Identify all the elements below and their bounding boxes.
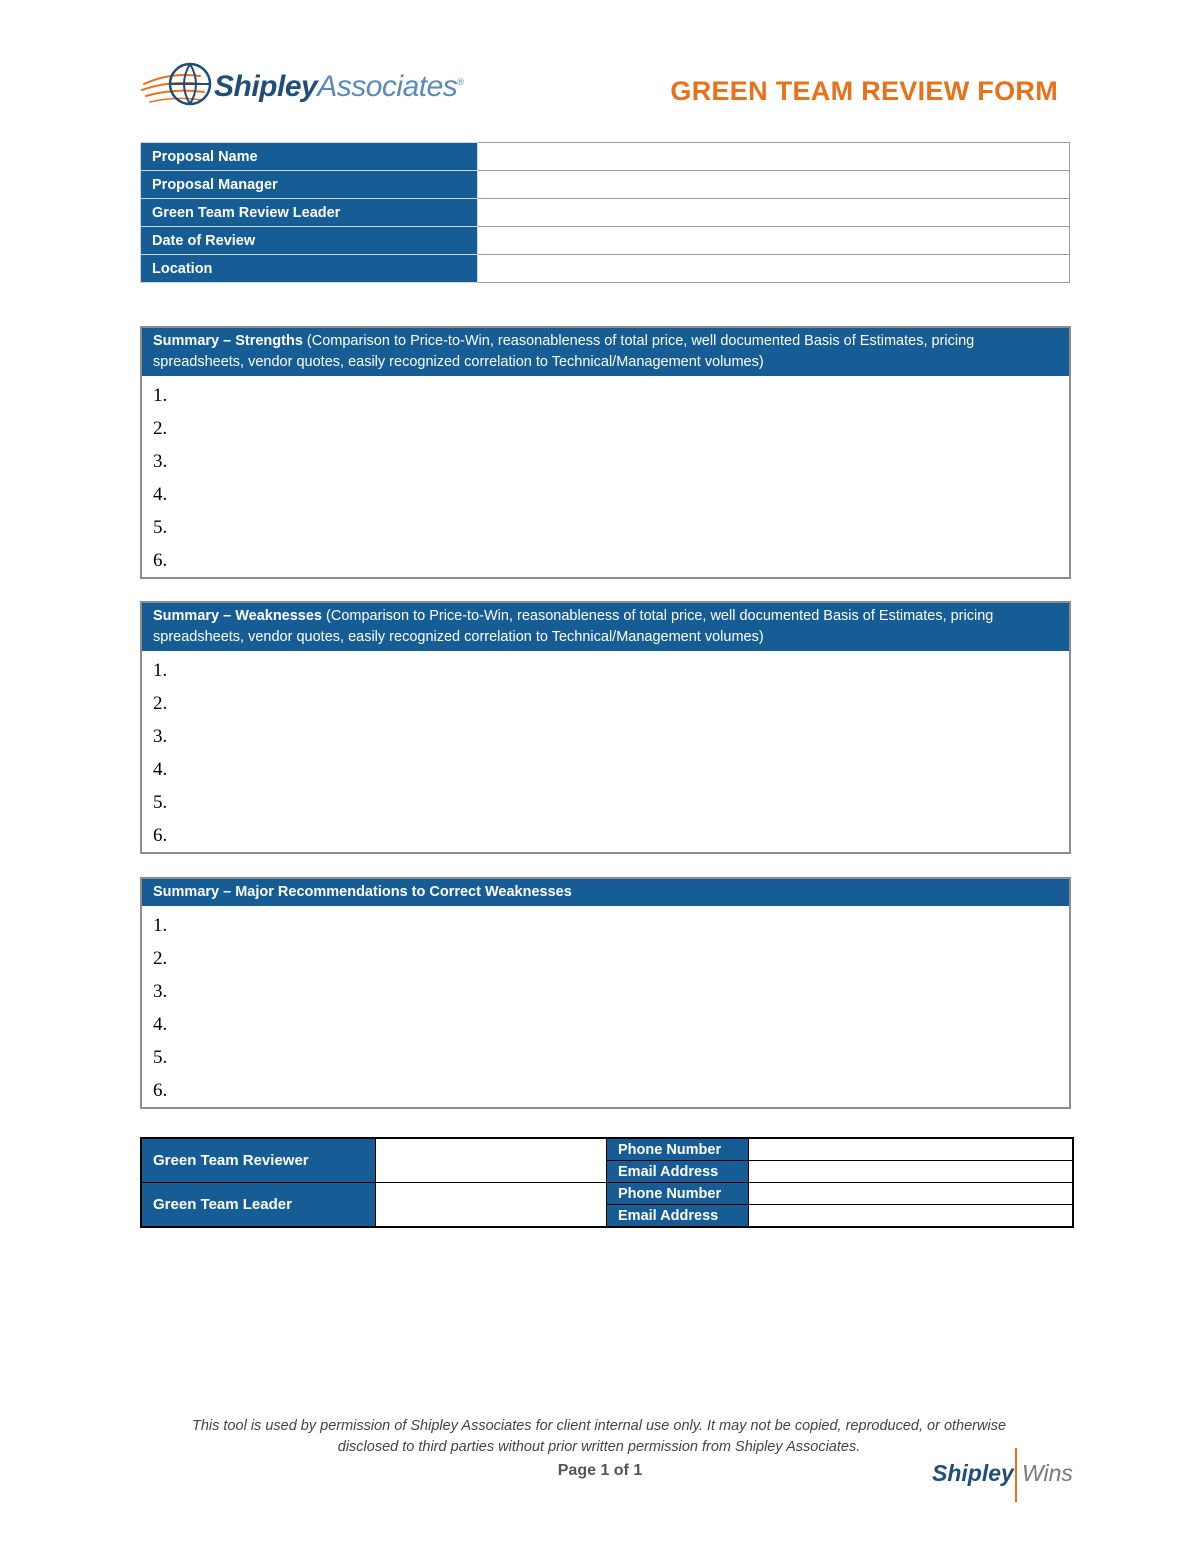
proposal-manager-field[interactable] [478,171,1070,199]
recommendations-title: Summary – Major Recommendations to Correct Weaknesses [153,884,572,900]
footer-logo-divider [1015,1448,1017,1502]
location-label: Location [141,255,478,283]
list-item[interactable]: 5. [153,517,168,538]
list-item[interactable]: 1. [153,915,168,936]
list-item[interactable]: 3. [153,726,168,747]
info-row-proposal-manager [141,171,1070,199]
reviewer-phone-field[interactable] [749,1138,1074,1161]
proposal-manager-label: Proposal Manager [141,171,478,199]
recommendations-section [140,877,1071,1109]
contacts-table [140,1137,1074,1228]
list-item[interactable]: 1. [153,385,168,406]
proposal-info-table [140,142,1070,283]
disclaimer-line-1: This tool is used by permission of Shipley Associates for client internal use only. It may not be copied, reproduced, or otherwise [191,1418,1007,1434]
green-team-leader-field[interactable] [376,1183,607,1228]
info-row-date-of-review [141,227,1070,255]
leader-phone-field[interactable] [749,1183,1074,1205]
list-item[interactable]: 6. [153,550,168,571]
green-team-reviewer-label: Green Team Reviewer [141,1138,376,1183]
shipley-wins-logo [928,1446,1078,1502]
list-item[interactable]: 6. [153,1080,168,1101]
weaknesses-description: (Comparison to Price-to-Win, reasonableness of total price, well documented Basis of Estimates, pricing spreadsheets, vendor quotes, easily recognized correlation to Technical/Management volumes) [153,608,994,645]
strengths-section [140,326,1071,579]
leader-email-label: Email Address [607,1205,749,1228]
green-team-leader-label: Green Team Leader [141,1183,376,1228]
recommendations-list[interactable] [142,906,1069,1107]
page-number: Page 1 of 1 [557,1462,643,1479]
proposal-name-label: Proposal Name [141,143,478,171]
list-item[interactable]: 5. [153,1047,168,1068]
leader-email-field[interactable] [749,1205,1074,1228]
strengths-list[interactable] [142,376,1069,577]
list-item[interactable]: 4. [153,759,168,780]
weaknesses-title: Summary – Weaknesses [153,608,323,624]
list-item[interactable]: 5. [153,792,168,813]
info-row-location [141,255,1070,283]
footer-logo-shipley: Shipley [932,1460,1014,1486]
strengths-title: Summary – Strengths [153,333,303,349]
weaknesses-list[interactable] [142,651,1069,852]
review-leader-field[interactable] [478,199,1070,227]
logo-name-light: Associates [317,70,458,103]
list-item[interactable]: 4. [153,1014,168,1035]
proposal-name-field[interactable] [478,143,1070,171]
logo-registered-mark: ® [457,77,464,87]
reviewer-email-field[interactable] [749,1161,1074,1183]
list-item[interactable]: 2. [153,948,168,969]
footer-disclaimer [140,1416,1058,1458]
list-item[interactable]: 2. [153,418,168,439]
recommendations-header [142,879,1069,906]
logo-wordmark [214,70,463,104]
green-team-reviewer-field[interactable] [376,1138,607,1183]
review-leader-label: Green Team Review Leader [141,199,478,227]
weaknesses-header [142,603,1069,651]
reviewer-email-label: Email Address [607,1161,749,1183]
list-item[interactable]: 2. [153,693,168,714]
list-item[interactable]: 4. [153,484,168,505]
strengths-description: (Comparison to Price-to-Win, reasonableness of total price, well documented Basis of Estimates, pricing spreadsheets, vendor quotes, easily recognized correlation to Technical/Management volumes) [153,333,975,370]
info-row-review-leader [141,199,1070,227]
date-of-review-label: Date of Review [141,227,478,255]
disclaimer-line-2: disclosed to third parties without prior written permission from Shipley Associates. [337,1439,861,1455]
list-item[interactable]: 3. [153,981,168,1002]
list-item[interactable]: 3. [153,451,168,472]
reviewer-phone-label: Phone Number [607,1138,749,1161]
strengths-header [142,328,1069,376]
logo-name-bold: Shipley [214,70,318,103]
weaknesses-section [140,601,1071,854]
leader-phone-label: Phone Number [607,1183,749,1205]
location-field[interactable] [478,255,1070,283]
form-title: GREEN TEAM REVIEW FORM [670,76,1058,106]
info-row-proposal-name [141,143,1070,171]
date-of-review-field[interactable] [478,227,1070,255]
list-item[interactable]: 6. [153,825,168,846]
footer-logo-wins: Wins [1022,1460,1073,1486]
list-item[interactable]: 1. [153,660,168,681]
